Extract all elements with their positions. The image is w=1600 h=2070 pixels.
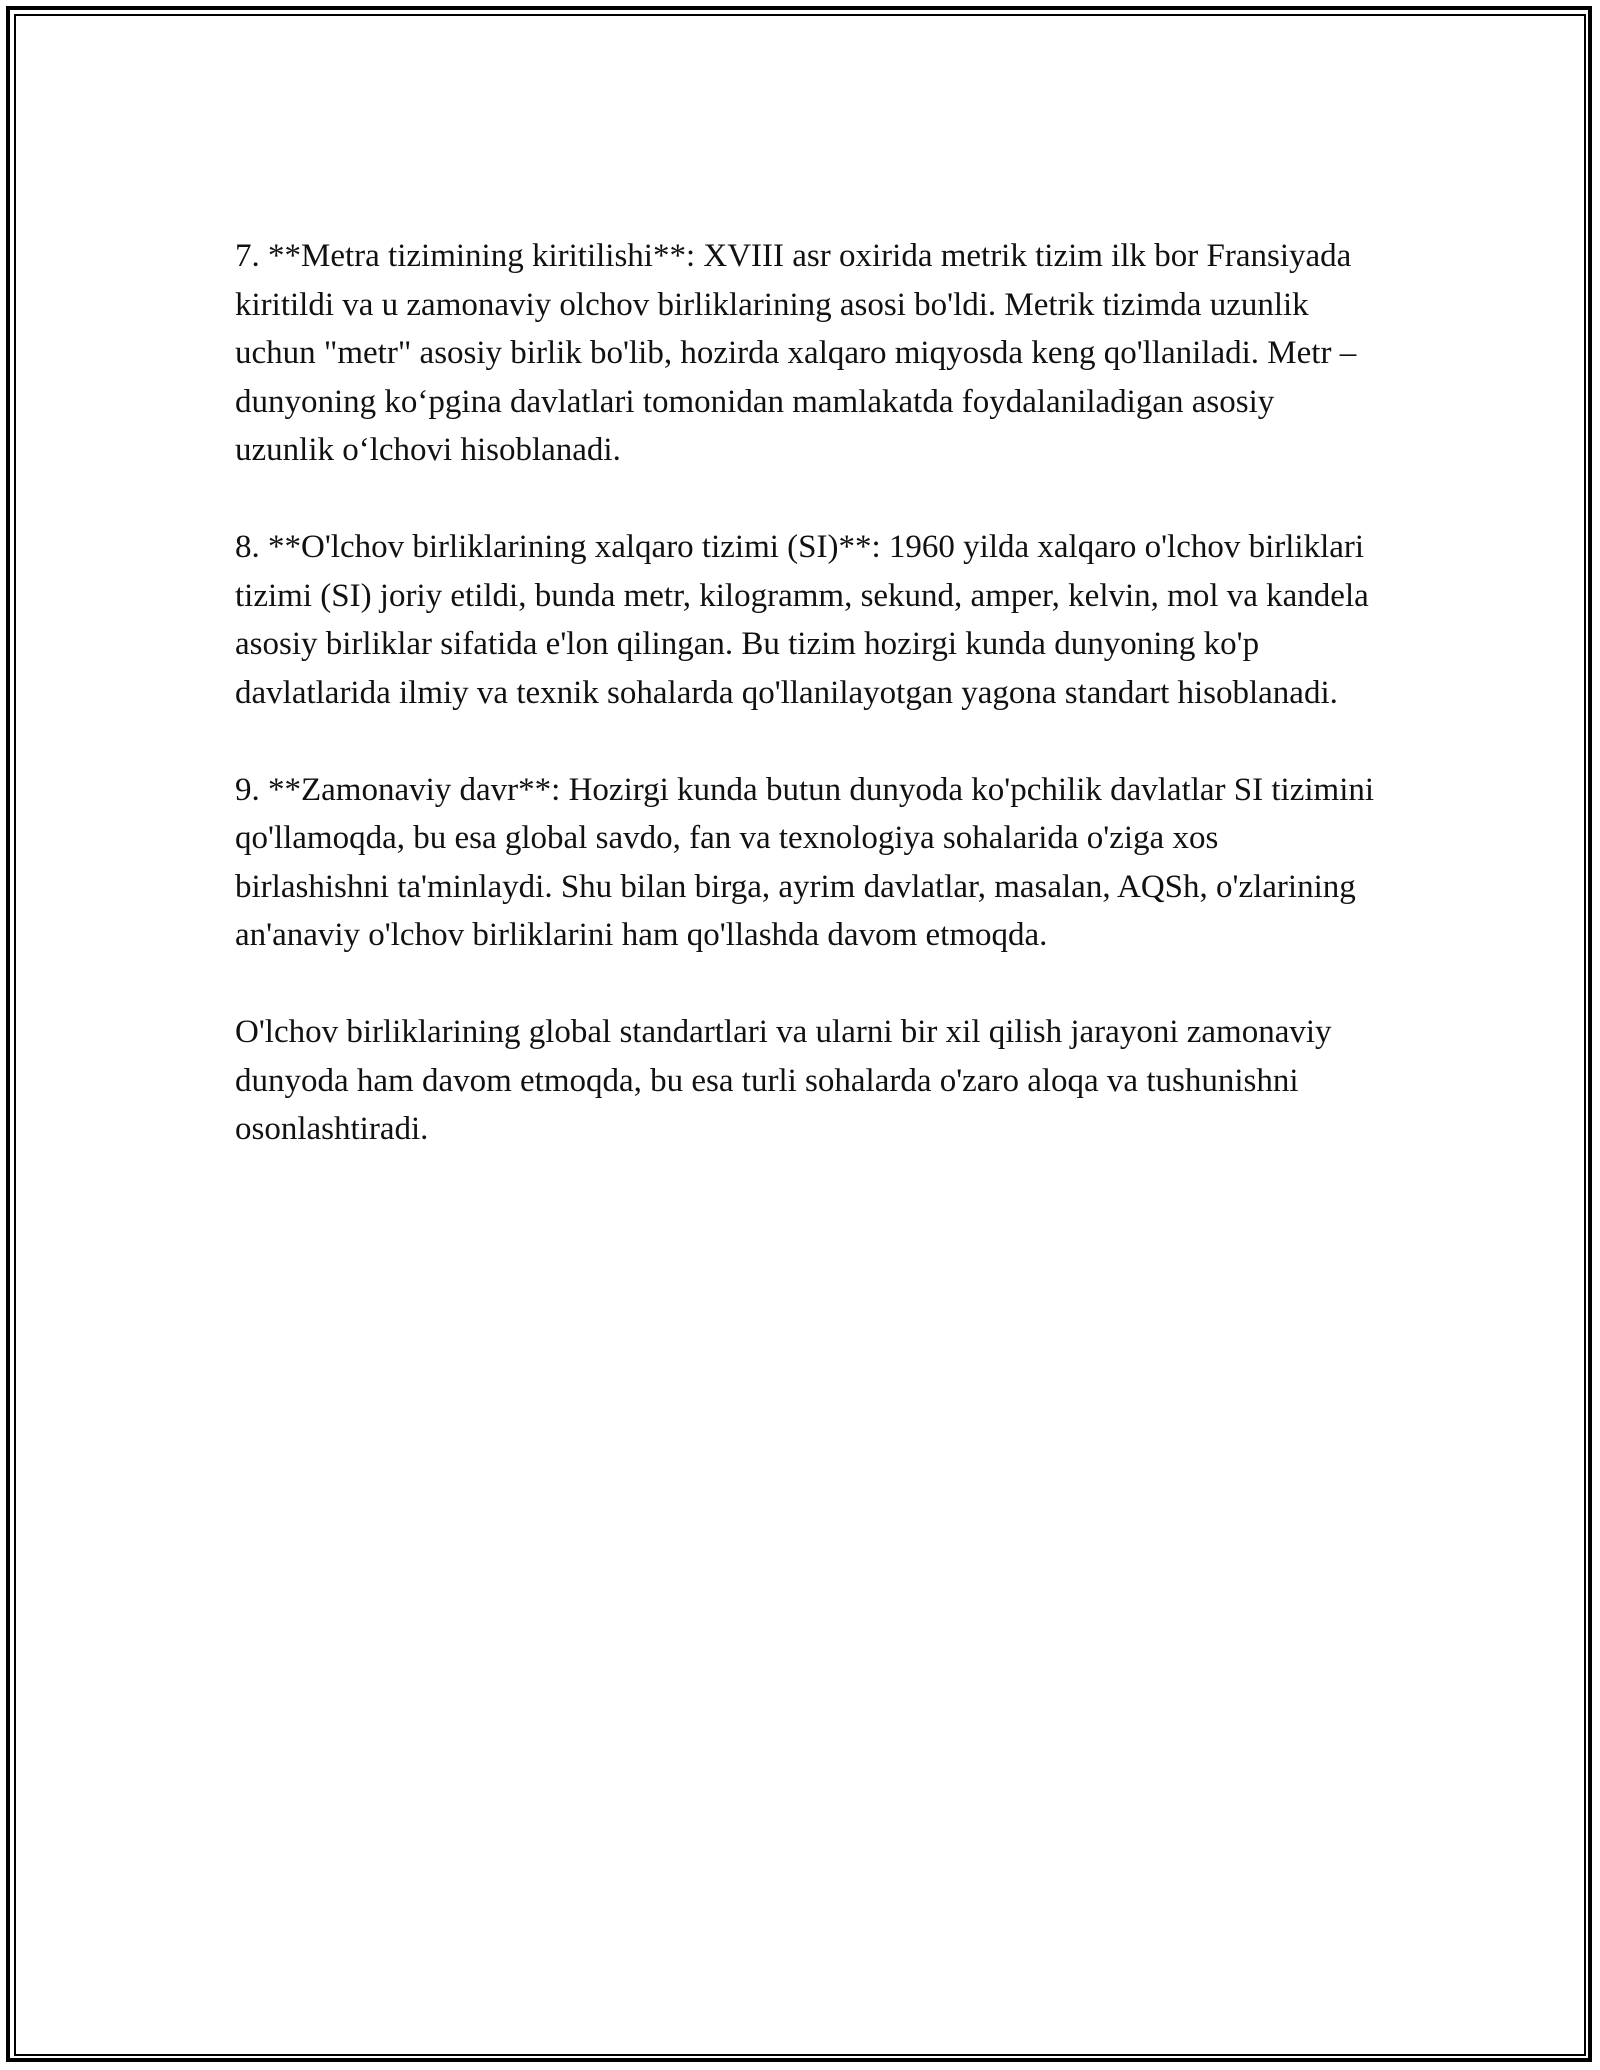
paragraph-item-9: 9. **Zamonaviy davr**: Hozirgi kunda butun dunyoda ko'pchilik davlatlar SI tizimini qo'llamoqda, bu esa global savdo, fan va texnologiya sohalarida o'ziga xos birlashishni ta'minlaydi. Shu bilan birga, ayrim davlatlar, masalan, AQSh, o'zlarining an'anaviy o'lchov birliklarini ham qo'llashda davom etmoqda.	[235, 771, 1375, 953]
paragraph-conclusion: O'lchov birliklarining global standartlari va ularni bir xil qilish jarayoni zamonaviy dunyoda ham davom etmoqda, bu esa turli sohalarda o'zaro aloqa va tushunishni osonlashtiradi.	[235, 1014, 1332, 1147]
paragraph-item-7: 7. **Metra tizimining kiritilishi**: XVIII asr oxirida metrik tizim ilk bor Fransiyada kiritildi va u zamonaviy olchov birliklarining asosi bo'ldi. Metrik tizimda uzunlik uchun "metr" asosiy birlik bo'lib, hozirda xalqaro miqyosda keng qo'llaniladi. Metr – dunyoning koʻpgina davlatlari tomonidan mamlakatda foydalaniladigan asosiy uzunlik oʻlchovi hisoblanadi.	[235, 238, 1357, 468]
document-body	[235, 232, 1375, 1202]
paragraph-item-8: 8. **O'lchov birliklarining xalqaro tizimi (SI)**: 1960 yilda xalqaro o'lchov birliklari tizimi (SI) joriy etildi, bunda metr, kilogramm, sekund, amper, kelvin, mol va kandela asosiy birliklar sifatida e'lon qilingan. Bu tizim hozirgi kunda dunyoning ko'p davlatlarida ilmiy va texnik sohalarda qo'llanilayotgan yagona standart hisoblanadi.	[235, 529, 1369, 711]
